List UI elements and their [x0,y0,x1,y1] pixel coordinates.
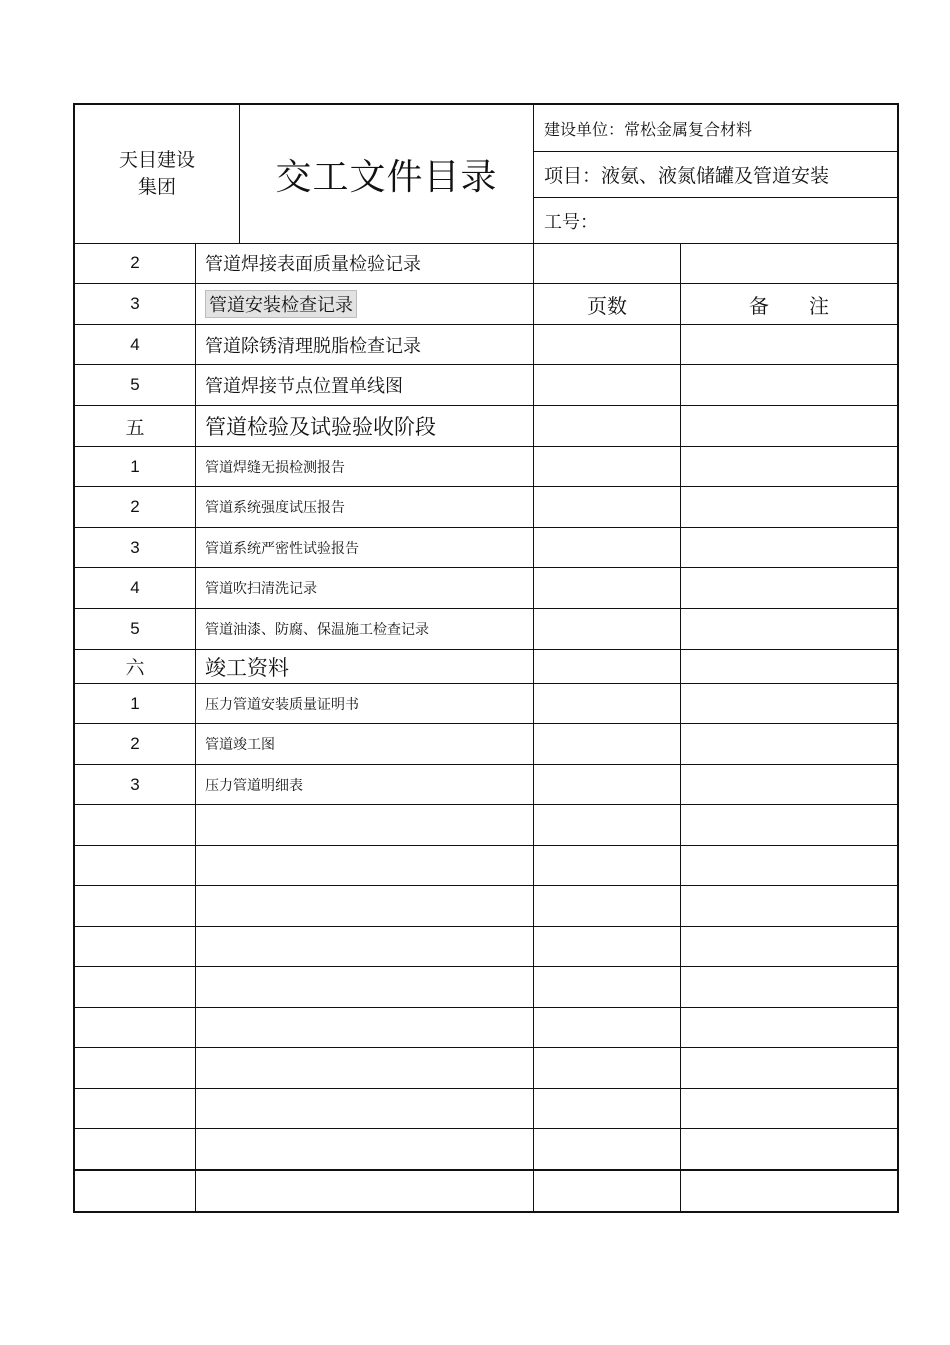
row-pages [534,447,681,486]
row-number [75,846,196,885]
table-row [75,243,897,284]
empty-row [75,846,897,886]
empty-row [75,1048,897,1089]
empty-row [75,805,897,846]
index-table [75,243,897,1212]
row-name: 压力管道安装质量证明书 [197,684,534,723]
row-name [197,1129,534,1169]
row-notes [681,568,897,608]
row-name: 管道焊缝无损检测报告 [197,447,534,486]
document-sheet [73,103,899,1213]
row-notes [681,967,897,1007]
work-number: 工号： [544,211,598,233]
section-name: 管道检验及试验验收阶段 [197,406,534,446]
row-number: 4 [75,325,196,364]
row-pages [534,406,681,446]
row-notes [681,1089,897,1128]
row-name: 管道油漆、防腐、保温施工检查记录 [197,609,534,649]
section-number: 六 [75,650,196,683]
document-header [75,105,897,244]
row-number: 5 [75,609,196,649]
row-notes [681,724,897,764]
table-row [75,284,897,325]
row-pages [534,967,681,1007]
row-name [197,805,534,845]
row-notes [681,447,897,486]
row-pages [534,1048,681,1088]
row-notes [681,243,897,283]
row-pages [534,650,681,683]
row-pages [534,1008,681,1047]
row-notes [681,325,897,364]
table-row [75,765,897,805]
row-number [75,886,196,926]
section-number: 五 [75,406,196,446]
section-name: 竣工资料 [197,650,534,683]
row-notes [681,1171,897,1212]
row-number: 2 [75,724,196,764]
row-pages [534,1129,681,1169]
row-pages [534,325,681,364]
project-info [533,105,898,243]
row-number: 5 [75,365,196,405]
empty-row [75,1171,897,1212]
row-number: 3 [75,284,196,324]
row-number [75,927,196,966]
document-title: 交工文件目录 [275,156,498,198]
row-name [197,1048,534,1088]
table-row [75,528,897,568]
row-number [75,1048,196,1088]
empty-row [75,1129,897,1171]
table-row [75,447,897,487]
row-notes [681,765,897,804]
row-pages [534,846,681,885]
row-pages [534,528,681,567]
row-notes [681,927,897,966]
table-row [75,684,897,724]
notes-column-header: 备 注 [749,293,829,318]
row-name [197,1089,534,1128]
row-number: 1 [75,684,196,723]
row-name [197,1171,534,1212]
row-notes [681,1129,897,1169]
row-notes [681,528,897,567]
row-notes [681,487,897,527]
row-notes [681,1008,897,1047]
row-name: 管道系统强度试压报告 [197,487,534,527]
row-notes [681,684,897,723]
row-pages [534,765,681,804]
table-row [75,325,897,365]
row-name: 管道焊接表面质量检验记录 [197,243,534,283]
row-name [197,967,534,1007]
row-number: 4 [75,568,196,608]
row-name [197,846,534,885]
builder-unit: 建设单位：常松金属复合材料 [534,105,898,152]
row-name: 管道焊接节点位置单线图 [197,365,534,405]
row-number [75,1171,196,1212]
row-pages [534,724,681,764]
row-number [75,1129,196,1169]
row-pages [534,1171,681,1212]
row-pages [534,609,681,649]
row-notes [681,406,897,446]
row-pages [534,1089,681,1128]
table-row [75,568,897,609]
company-line-1: 天目建设 [118,149,195,171]
row-name: 管道竣工图 [197,724,534,764]
row-number: 1 [75,447,196,486]
row-name: 压力管道明细表 [197,765,534,804]
row-notes [681,805,897,845]
table-row-section [75,406,897,447]
empty-row [75,927,897,967]
row-name: 管道除锈清理脱脂检查记录 [197,325,534,364]
row-name: 管道系统严密性试验报告 [197,528,534,567]
empty-row [75,1008,897,1048]
row-pages [534,684,681,723]
empty-row [75,1089,897,1129]
company-line-2: 集团 [137,176,176,198]
row-name [197,886,534,926]
row-number [75,1089,196,1128]
table-row-section [75,650,897,684]
row-number: 2 [75,487,196,527]
row-notes [681,1048,897,1088]
row-pages [534,487,681,527]
table-row [75,609,897,650]
row-number: 2 [75,243,196,283]
table-row [75,365,897,406]
empty-row [75,886,897,927]
row-number [75,967,196,1007]
row-name [197,284,534,324]
table-row [75,724,897,765]
row-name [197,1008,534,1047]
table-row [75,487,897,528]
company-name [75,105,240,243]
row-number [75,1008,196,1047]
row-pages [534,568,681,608]
row-number: 3 [75,528,196,567]
row-name [197,927,534,966]
row-number: 3 [75,765,196,804]
highlighted-name: 管道安装检查记录 [205,290,357,318]
row-notes [681,365,897,405]
row-pages [534,365,681,405]
pages-column-header: 页数 [534,284,681,324]
row-name: 管道吹扫清洗记录 [197,568,534,608]
row-number [75,805,196,845]
row-notes [681,886,897,926]
row-pages [534,927,681,966]
empty-row [75,967,897,1008]
row-pages [534,805,681,845]
row-pages [534,243,681,283]
row-notes [681,846,897,885]
row-notes [681,650,897,683]
row-notes [681,609,897,649]
project-name: 项目：液氨、液氮储罐及管道安装 [534,152,898,198]
row-pages [534,886,681,926]
